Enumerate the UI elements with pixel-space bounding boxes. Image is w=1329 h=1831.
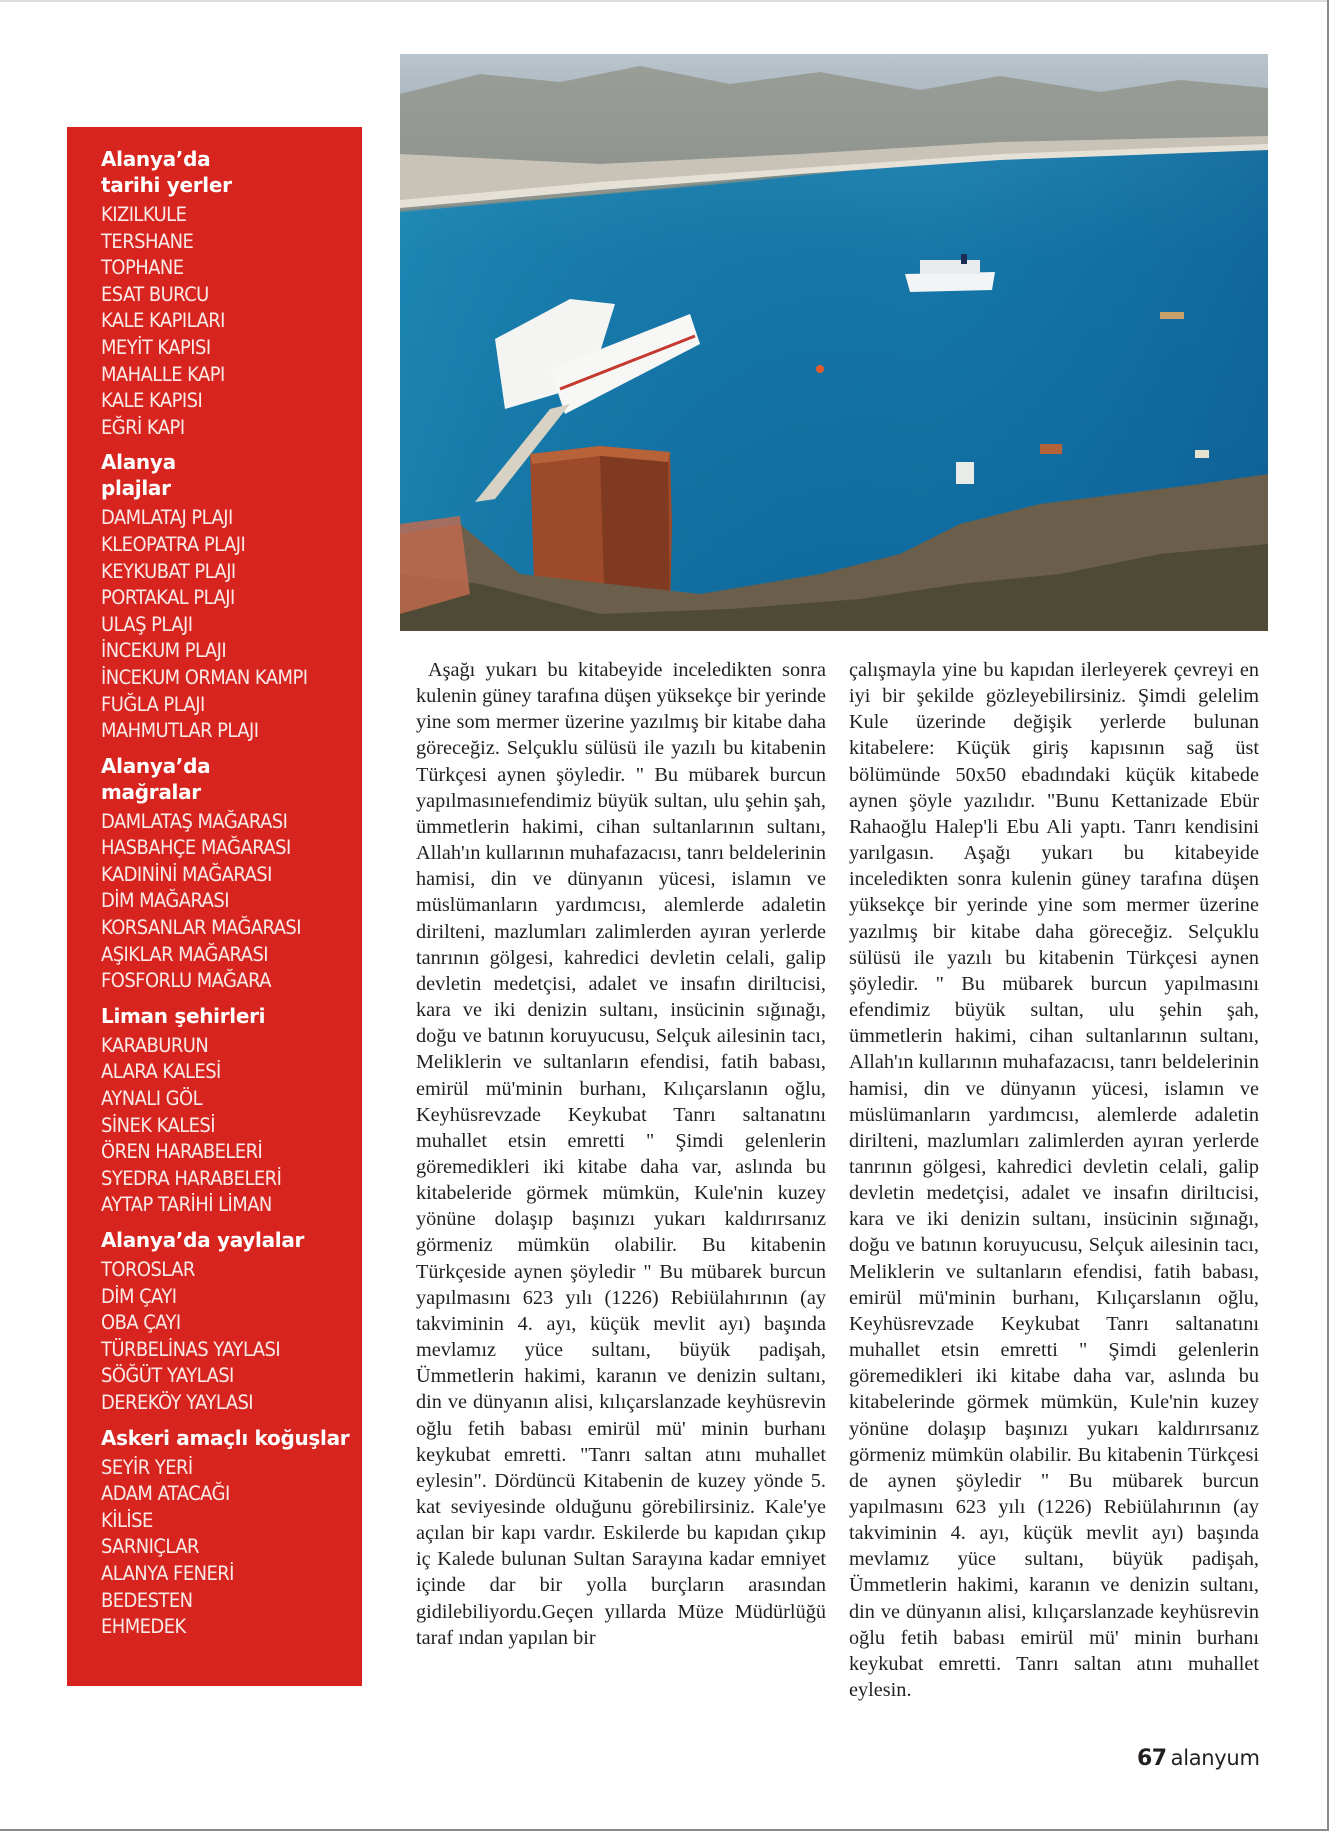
- article-column-2: [849, 657, 1259, 1703]
- place-list: [101, 505, 362, 744]
- place-list-item: KALE KAPILARI: [101, 309, 225, 333]
- place-list: [101, 1257, 362, 1417]
- place-list-item: SYEDRA HARABELERİ: [101, 1166, 282, 1190]
- places-sidebar: [67, 127, 362, 1686]
- section-heading: Alanya’da tarihi yerler: [101, 147, 232, 197]
- place-list-item: SEYİR YERİ: [101, 1455, 193, 1479]
- section-heading: Alanya plajlar: [101, 450, 176, 501]
- place-list-item: SARNIÇLAR: [101, 1535, 199, 1559]
- place-list-item: TÜRBELİNAS YAYLASI: [101, 1337, 281, 1361]
- sidebar-section-beaches: [101, 449, 362, 744]
- place-list-item: DAMLATAŞ MAĞARASI: [101, 809, 288, 833]
- place-list-item: DİM ÇAYI: [101, 1284, 177, 1308]
- page-number: 67: [1137, 1746, 1167, 1771]
- sidebar-section-plateaus: [101, 1227, 362, 1417]
- section-heading: Liman şehirleri: [101, 1003, 266, 1028]
- place-list-item: PORTAKAL PLAJI: [101, 586, 235, 610]
- place-list: [101, 1455, 362, 1641]
- place-list-item: ULAŞ PLAJI: [101, 612, 193, 636]
- place-list-item: EĞRİ KAPI: [101, 415, 185, 439]
- place-list-item: KİLİSE: [101, 1508, 153, 1532]
- place-list-item: AYTAP TARİHİ LİMAN: [101, 1193, 272, 1217]
- place-list-item: ALANYA FENERİ: [101, 1561, 234, 1585]
- place-list-item: SÖĞÜT YAYLASI: [101, 1364, 234, 1388]
- place-list-item: DİM MAĞARASI: [101, 889, 229, 913]
- place-list-item: KADINİNİ MAĞARASI: [101, 862, 272, 886]
- place-list-item: FOSFORLU MAĞARA: [101, 969, 272, 993]
- article-column-1: [416, 657, 826, 1651]
- place-list-item: KALE KAPISI: [101, 389, 203, 413]
- sidebar-section-caves: [101, 753, 362, 995]
- place-list-item: DAMLATAJ PLAJI: [101, 506, 233, 530]
- place-list-item: DEREKÖY YAYLASI: [101, 1390, 254, 1414]
- place-list-item: ESAT BURCU: [101, 282, 209, 306]
- boat: [816, 365, 824, 373]
- place-list-item: İNCEKUM PLAJI: [101, 639, 227, 663]
- place-list-item: EHMEDEK: [101, 1615, 186, 1639]
- sidebar-section-historic: [101, 146, 362, 441]
- place-list-item: OBA ÇAYI: [101, 1311, 181, 1335]
- place-list-item: TOPHANE: [101, 256, 184, 280]
- boat: [1040, 444, 1062, 454]
- place-list-item: AYNALI GÖL: [101, 1087, 203, 1111]
- page-footer: [1137, 1746, 1260, 1771]
- place-list-item: KARABURUN: [101, 1033, 209, 1057]
- section-heading: Alanya’da mağralar: [101, 753, 211, 804]
- place-list-item: HASBAHÇE MAĞARASI: [101, 836, 291, 860]
- place-list-item: MAHMUTLAR PLAJI: [101, 719, 259, 743]
- place-list-item: AŞIKLAR MAĞARASI: [101, 942, 269, 966]
- place-list-item: ADAM ATACAĞI: [101, 1482, 230, 1506]
- place-list-item: KLEOPATRA PLAJI: [101, 532, 246, 556]
- section-heading: Askeri amaçlı koğuşlar: [101, 1425, 350, 1450]
- article-paragraph: Aşağı yukarı bu kitabeyide inceledikten sonra kulenin güney tarafına düşen yüksekçe bir yerinde yine som mermer üzerine yazılmış bir kitabe daha göreceğiz. Selçuklu sülüsü ile yazılı bu kitabenin Türkçesi aynen şöyledir. " Bu mübarek burcun yapılmasınıefendimiz büyük sultan, ulu şehin şah, ümmetlerin hakimi, cihan sultanlarının sultanı, Allah'ın kullarının muhafazacısı, tanrı beldelerinin hamisi, din ve dünyanın yücesi, islamın ve müslümanların yardımcısı, alemlerde adaletin dirilteni, mazlumları zalimlerden ayıran yerlerde tanrının gölgesi, kahredici devletin celali, galip devletin medetçisi, adalet ve insafın diriltıcisi, kara ve iki denizin sultanı, insücinin sığınağı, doğu ve batının koruyucusu, Selçuk ailesinin tacı, Meliklerin ve sultanların efendisi, fatih babası, emirül mü'minin burhanı, Kılıçarslanın oğlu, Keyhüsrevzade Keykubat Tanrı saltanatını muhallet etsin emretti " Şimdi gelenlerin göremedikleri iki kitabe daha var, aslında bu kitabeleride görmek mümkün, Kule'nin kuzey yönüne dolaşıp başınızı yukarı kaldırırsanız görmeniz mümkün olabilir. Bu kitabenin Türkçeside aynen şöyledir " Bu mübarek burcun yapılmasını 623 yılı (1226) Rebiülahırının (ay takviminin 4. ayı, küçük mevlit ayı) başında mevlamız yüce sultanı, büyük padişah, Ümmetlerin hakimi, karanın ve denizin sultanı, din ve dünyanın alisi, kılıçarslanzade keyhüsrevin oğlu fetih babası emirül mü' minin burhanı keykubat emretti. "Tanrı saltan atını muhallet eylesin". Dördüncü Kitabenin de kuzey yönde 5. kat seviyesinde olduğunu görebilirsiniz. Kale'ye açılan bir kapı vardır. Eskilerde bu kapıdan çıkıp iç Kalede bulunan Sultan Sarayına kadar emniyet içinde dar bir yolla burçların arasından gidilebiliyordu.Geçen yıllarda Müze Müdürlüğü taraf ından yapılan bir: [416, 659, 826, 1649]
- place-list-item: BEDESTEN: [101, 1588, 193, 1612]
- boat: [1160, 312, 1184, 319]
- place-list-item: MAHALLE KAPI: [101, 362, 225, 386]
- place-list-item: ALARA KALESİ: [101, 1060, 221, 1084]
- place-list: [101, 809, 362, 995]
- boat: [956, 462, 974, 484]
- article-paragraph: çalışmayla yine bu kapıdan ilerleyerek çevreyi en iyi bir şekilde gözleyebilirsiniz. Şimdi gelelim Kule üzerinde değişik yerlerde bulunan kitabelere: Küçük giriş kapısının sağ üst bölümünde 50x50 ebadındaki küçük kitabede aynen şöyle yazılıdır. "Bunu Kettanizade Ebür Rahaoğlu Halep'li Ebu Ali yaptı. Tanrı kendisini yarılgasın. Aşağı yukarı bu kitabeyide inceledikten sonra kulenin güney tarafına düşen yüksekçe bir yerinde yine som mermer üzerine yazılmış bir kitabe daha göreceğiz. Selçuklu sülüsü ile yazılı bu kitabenin Türkçesi aynen şöyledir. " Bu mübarek burcun yapılmasını efendimiz büyük sultan, ulu şehin şah, ümmetlerin hakimi, cihan sultanlarının sultanı, Allah'ın kullarının muhafazacısı, tanrı beldelerinin hamisi, din ve dünyanın yücesi, islamın ve müslümanların yardımcısı, alemlerde adaletin dirilteni, mazlumları zalimlerden ayıran yerlerde tanrının gölgesi, kahredici devletin celali, galip devletin medetçisi, adalet ve insafın diriltıcisi, kara ve iki denizin sultanı, insücinin sığınağı, doğu ve batının koruyucusu, Selçuk ailesinin tacı, Meliklerin ve sultanların efendisi, fatih babası, emirül mü'minin burhanı, Kılıçarslanın oğlu, Keyhüsrevzade Keykubat Tanrı saltanatını muhallet etsin emretti " Şimdi gelenlerin göremedikleri iki kitabe daha var, aslında bu kitabelerinde görmek mümkün, Kule'nin kuzey yönüne dolaşıp başınızı yukarı kaldırırsanız görmeniz mümkün olabilir. Bu kitabenin Türkçesi de aynen şöyledir " Bu mübarek burcun yapılmasını 623 yılı (1226) Rebiülahırının (ay takviminin 4. ayı, küçük mevlit ayı) başında mevlamız yüce sultanı, büyük padişah, Ümmetlerin hakimi, karanın ve denizin sultanı, din ve dünyanın alisi, kılıçarslanzade keyhüsrevin oğlu fetih babası emirül mü' minin burhanı keykubat emretti. Tanrı saltan atını muhallet eylesin.: [849, 659, 1259, 1702]
- harbour-illustration: [400, 54, 1268, 631]
- sidebar-section-military: [101, 1425, 362, 1641]
- place-list-item: FUĞLA PLAJI: [101, 692, 205, 716]
- sidebar-section-port-cities: [101, 1003, 362, 1219]
- place-list-item: TERSHANE: [101, 229, 194, 253]
- place-list-item: ÖREN HARABELERİ: [101, 1140, 263, 1164]
- page-top-edge: [0, 0, 1329, 2]
- place-list: [101, 202, 362, 441]
- magazine-brand: alanyum: [1170, 1746, 1260, 1770]
- place-list-item: KEYKUBAT PLAJI: [101, 559, 236, 583]
- place-list-item: TOROSLAR: [101, 1258, 195, 1281]
- place-list-item: SİNEK KALESİ: [101, 1113, 216, 1137]
- section-heading: Alanya’da yaylalar: [101, 1228, 305, 1252]
- boat: [1195, 450, 1209, 458]
- place-list-item: KORSANLAR MAĞARASI: [101, 916, 301, 940]
- place-list-item: MEYİT KAPISI: [101, 335, 211, 359]
- place-list: [101, 1033, 362, 1219]
- harbour-photo: [400, 54, 1268, 631]
- place-list-item: KIZILKULE: [101, 203, 187, 226]
- place-list-item: İNCEKUM ORMAN KAMPI: [101, 665, 308, 689]
